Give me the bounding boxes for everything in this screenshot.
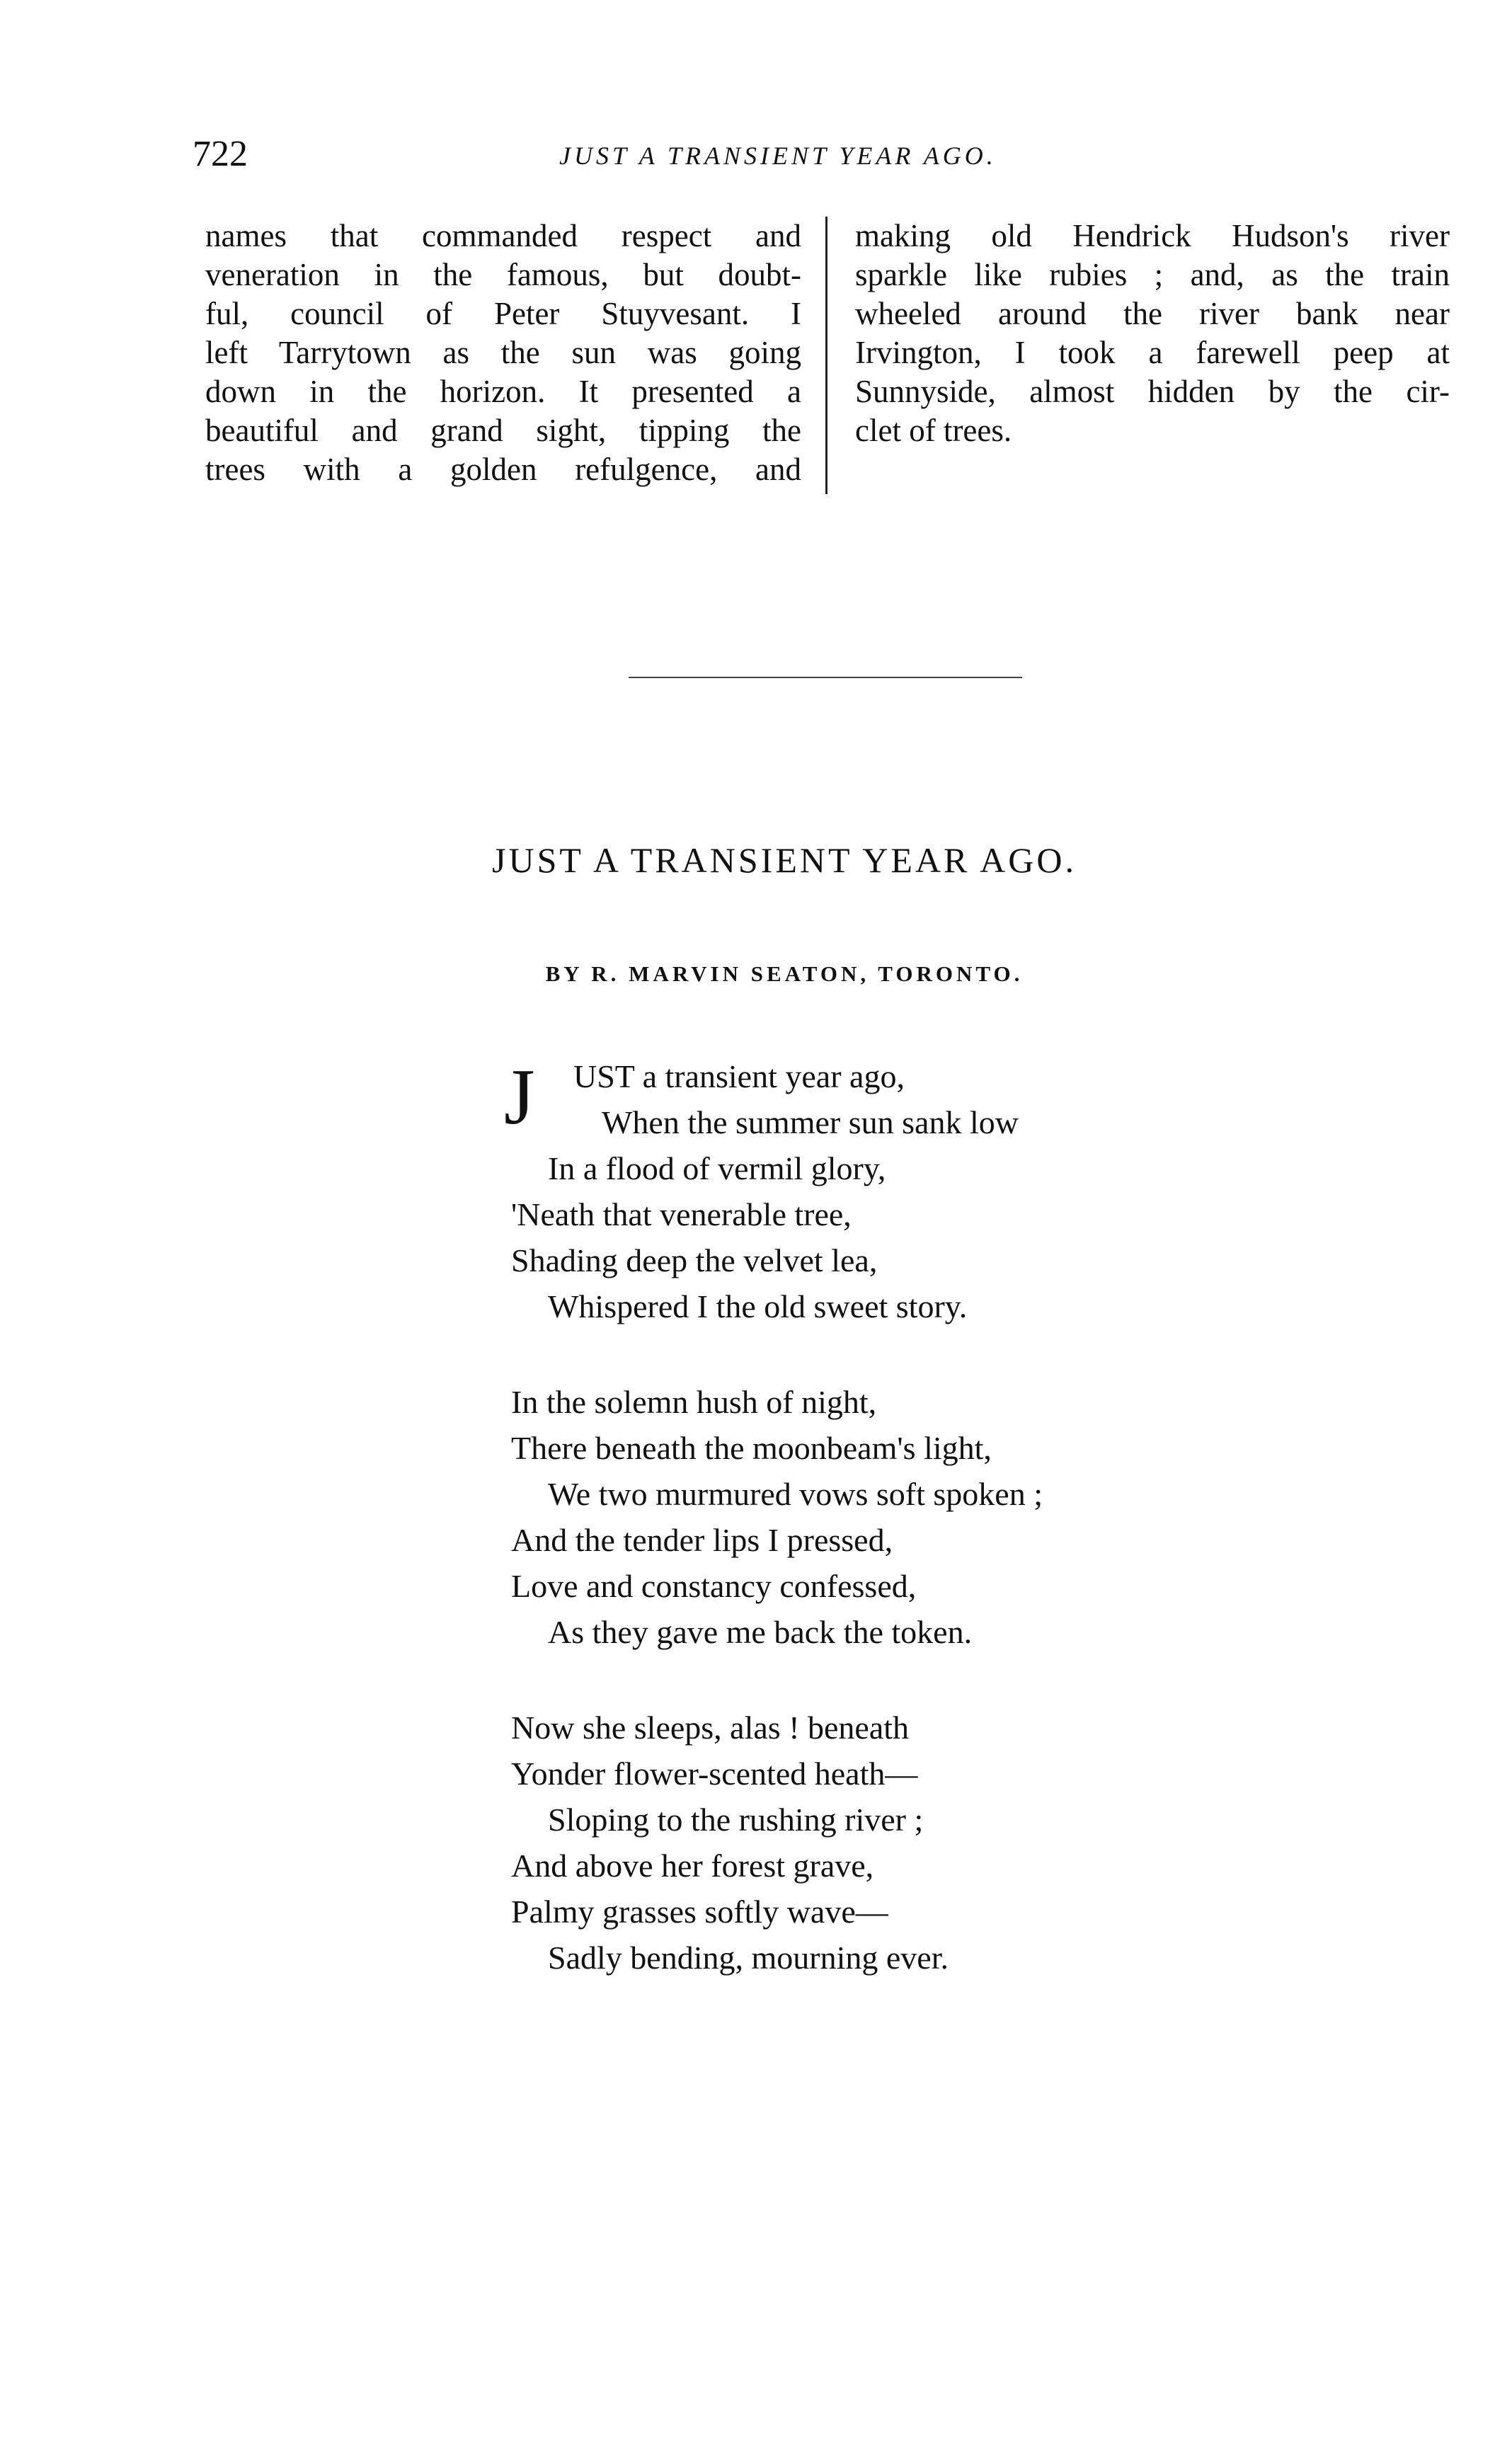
text-line: left Tarrytown as the sun was going <box>205 335 801 370</box>
poem-line: Shading deep the velvet lea, <box>511 1242 878 1278</box>
poem-line: Now she sleeps, alas ! beneath <box>511 1710 910 1746</box>
poem-line: In a flood of vermil glory, <box>548 1150 886 1186</box>
poem-line: And above her forest grave, <box>511 1848 874 1884</box>
right-column <box>855 217 1450 450</box>
running-head: JUST A TRANSIENT YEAR AGO. <box>559 142 997 170</box>
drop-cap: J <box>504 1053 535 1141</box>
poem-line: Yonder flower-scented heath— <box>511 1756 918 1792</box>
text-line: beautiful and grand sight, tipping the <box>205 413 801 448</box>
poem-line: 'Neath that venerable tree, <box>511 1196 852 1232</box>
text-line: ful, council of Peter Stuyvesant. I <box>205 296 801 331</box>
text-line: sparkle like rubies ; and, as the train <box>855 257 1450 292</box>
poem-line: When the summer sun sank low <box>602 1104 1019 1140</box>
stanza <box>511 1379 1043 1655</box>
poem-byline: BY R. MARVIN SEATON, TORONTO. <box>545 961 1024 986</box>
text-line: down in the horizon. It presented a <box>205 374 801 409</box>
text-line: names that commanded respect and <box>205 218 801 253</box>
poem-line: As they gave me back the token. <box>548 1614 973 1650</box>
column-divider <box>825 217 827 494</box>
poem-line: Whispered I the old sweet story. <box>548 1288 968 1324</box>
text-line: Irvington, I took a farewell peep at <box>855 335 1450 370</box>
first-line-text: UST a transient year ago, <box>573 1058 905 1094</box>
poem-line: Sloping to the rushing river ; <box>548 1802 924 1838</box>
section-separator <box>629 677 1022 678</box>
text-line: making old Hendrick Hudson's river <box>855 218 1450 253</box>
text-line: trees with a golden refulgence, and <box>205 452 801 487</box>
page-number: 722 <box>193 134 248 174</box>
text-line: Sunnyside, almost hidden by the cir- <box>855 374 1450 409</box>
poem-line: Love and constancy confessed, <box>511 1568 917 1604</box>
poem-body <box>504 1053 1043 2030</box>
poem-line: There beneath the moonbeam's light, <box>511 1430 992 1466</box>
poem-line: And the tender lips I pressed, <box>511 1522 893 1558</box>
left-column <box>205 217 801 489</box>
poem-line: In the solemn hush of night, <box>511 1384 877 1420</box>
text-line: veneration in the famous, but doubt- <box>205 257 801 292</box>
poem-line: Sadly bending, mourning ever. <box>548 1940 949 1976</box>
stanza <box>511 1705 1043 1981</box>
stanza <box>504 1053 1043 1329</box>
poem-line: Palmy grasses softly wave— <box>511 1894 888 1930</box>
text-line: clet of trees. <box>855 413 1012 448</box>
poem-title: JUST A TRANSIENT YEAR AGO. <box>492 840 1077 880</box>
poem-line: We two murmured vows soft spoken ; <box>548 1476 1043 1512</box>
text-line: wheeled around the river bank near <box>855 296 1450 331</box>
